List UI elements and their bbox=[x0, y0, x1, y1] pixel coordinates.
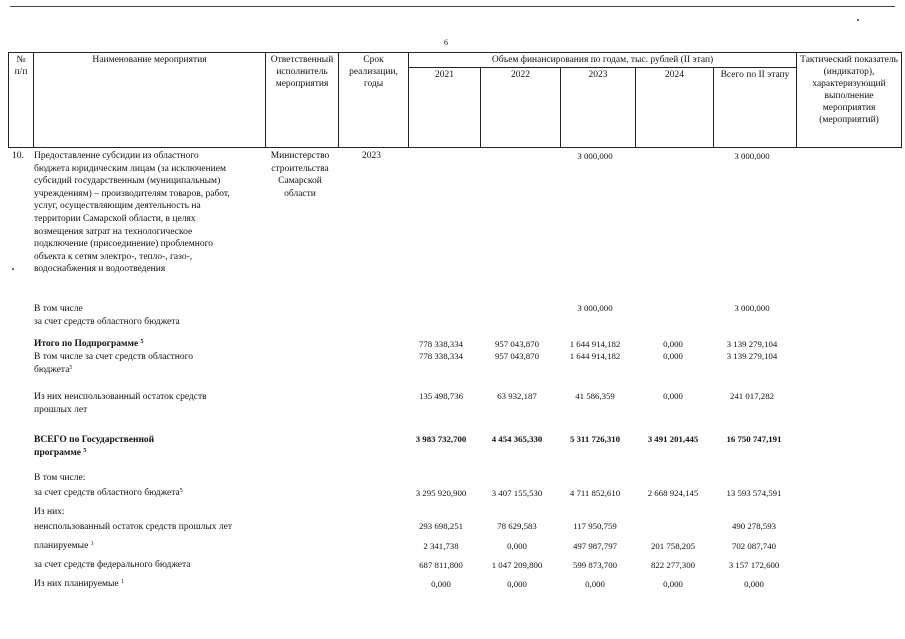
federal-planned-label: Из них планируемые $^1$ bbox=[34, 579, 124, 589]
of-them-2023: 117 950,759 bbox=[573, 521, 617, 531]
unused-remainder-2024: 0,000 bbox=[663, 391, 683, 401]
program-total-2023: 5 311 726,310 bbox=[569, 434, 621, 444]
subprogram-total-label: Итого по Подпрограмме $^5$ bbox=[34, 339, 144, 349]
scan-speck bbox=[857, 19, 859, 21]
program-total-2024: 3 491 201,445 bbox=[647, 434, 699, 444]
top-border-line bbox=[10, 6, 895, 7]
unused-remainder-2022: 63 932,187 bbox=[497, 391, 537, 401]
program-total-2022: 4 454 365,330 bbox=[491, 434, 543, 444]
planned-2022: 0,000 bbox=[507, 541, 527, 551]
subprogram-regional-2024: 0,000 bbox=[663, 351, 683, 361]
including-total: 3 000,000 bbox=[734, 303, 770, 313]
subprogram-total-2022: 957 043,870 bbox=[495, 339, 539, 349]
row10-num: 10. bbox=[12, 151, 24, 161]
subprogram-total-2023: 1 644 914,182 bbox=[569, 339, 621, 349]
page-number: 6 bbox=[444, 38, 448, 47]
subprogram-total-2021: 778 338,334 bbox=[419, 339, 463, 349]
table-header bbox=[8, 52, 902, 148]
planned-2021: 2 341,738 bbox=[423, 541, 459, 551]
of-them-2021: 293 698,251 bbox=[419, 521, 463, 531]
subprogram-regional-sum: 3 139 279,104 bbox=[726, 351, 778, 361]
subprogram-regional-label: В том числе за счет средств областного бюджета$^5$ bbox=[34, 352, 194, 375]
including-value-2023: 3 000,000 bbox=[577, 303, 613, 313]
federal-label: за счет средств федерального бюджета bbox=[34, 560, 191, 570]
federal-planned-2021: 0,000 bbox=[431, 579, 451, 589]
header-year-2023: 2023 bbox=[561, 68, 636, 148]
federal-2022: 1 047 209,800 bbox=[491, 560, 543, 570]
planned-2023: 497 987,797 bbox=[573, 541, 617, 551]
including-label: В том числе за счет средств областного бюджета bbox=[34, 304, 180, 327]
program-including-sum: 13 593 574,591 bbox=[726, 488, 782, 498]
of-them-label: Из них: неиспользованный остаток средств прошлых лет bbox=[34, 507, 233, 532]
header-year-2021: 2021 bbox=[409, 68, 481, 148]
header-period: Срок реализации, годы bbox=[339, 53, 409, 148]
header-total: Всего по II этапу bbox=[714, 68, 797, 148]
federal-sum: 3 157 172,600 bbox=[728, 560, 780, 570]
planned-sum: 702 087,740 bbox=[732, 541, 776, 551]
planned-2024: 201 758,205 bbox=[651, 541, 695, 551]
subprogram-total-2024: 0,000 bbox=[663, 339, 683, 349]
program-including-2022: 3 407 155,530 bbox=[491, 488, 543, 498]
unused-remainder-label: Из них неиспользованный остаток средств прошлых лет bbox=[34, 392, 207, 415]
federal-planned-2023: 0,000 bbox=[585, 579, 605, 589]
federal-planned-sum: 0,000 bbox=[744, 579, 764, 589]
federal-2023: 599 873,700 bbox=[573, 560, 617, 570]
subprogram-regional-2021: 778 338,334 bbox=[419, 351, 463, 361]
program-including-label: В том числе: за счет средств областного бюджета$^5$ bbox=[34, 473, 183, 498]
program-including-2024: 2 668 924,145 bbox=[647, 488, 699, 498]
planned-label: планируемые $^1$ bbox=[34, 541, 94, 551]
subprogram-regional-2023: 1 644 914,182 bbox=[569, 351, 621, 361]
program-total-2021: 3 983 732,700 bbox=[415, 434, 467, 444]
federal-planned-2022: 0,000 bbox=[507, 579, 527, 589]
federal-2024: 822 277,300 bbox=[651, 560, 695, 570]
row10-responsible: Министерство строительства Самарской области bbox=[270, 151, 330, 199]
federal-planned-2024: 0,000 bbox=[663, 579, 683, 589]
unused-remainder-2023: 41 586,359 bbox=[575, 391, 615, 401]
of-them-sum: 490 278,593 bbox=[732, 521, 776, 531]
program-including-2023: 4 711 852,610 bbox=[569, 488, 621, 498]
header-responsible: Ответственный исполнитель мероприятия bbox=[266, 53, 339, 148]
header-num: № п/п bbox=[9, 53, 34, 148]
header-name: Наименование мероприятия bbox=[34, 53, 266, 148]
header-funding: Объем финансирования по годам, тыс. рублей (II этап) bbox=[409, 53, 797, 68]
row10-period: 2023 bbox=[362, 151, 381, 161]
subprogram-total-sum: 3 139 279,104 bbox=[726, 339, 778, 349]
program-including-2021: 3 295 920,900 bbox=[415, 488, 467, 498]
scan-speck bbox=[12, 268, 14, 270]
subprogram-regional-2022: 957 043,870 bbox=[495, 351, 539, 361]
program-total-label: ВСЕГО по Государственной программе $^5$ bbox=[34, 435, 155, 458]
header-year-2024: 2024 bbox=[636, 68, 714, 148]
row10-value-2023: 3 000,000 bbox=[577, 151, 613, 161]
of-them-2022: 78 629,583 bbox=[497, 521, 537, 531]
header-indicator: Тактический показатель (индикатор), характеризующий выполнение мероприятия (мероприятий) bbox=[797, 53, 902, 148]
program-total-sum: 16 750 747,191 bbox=[726, 434, 782, 444]
unused-remainder-sum: 241 017,282 bbox=[730, 391, 774, 401]
header-year-2022: 2022 bbox=[481, 68, 561, 148]
unused-remainder-2021: 135 498,736 bbox=[419, 391, 463, 401]
federal-2021: 687 811,800 bbox=[419, 560, 463, 570]
row10-total: 3 000,000 bbox=[734, 151, 770, 161]
row10-description: Предоставление субсидии из областного бюджета юридическим лицам (за исключением субсидий государственным (муниципальным) учреждениям) – производителям товаров, работ, услуг, осуществляющим деятельность на территории Самарской области, в целях возмещения затрат на технологическое подключение (присоединение) проблемного объекта к сетям электро-, тепло-, газо-, водоснабжения и водоотведения bbox=[34, 151, 230, 275]
